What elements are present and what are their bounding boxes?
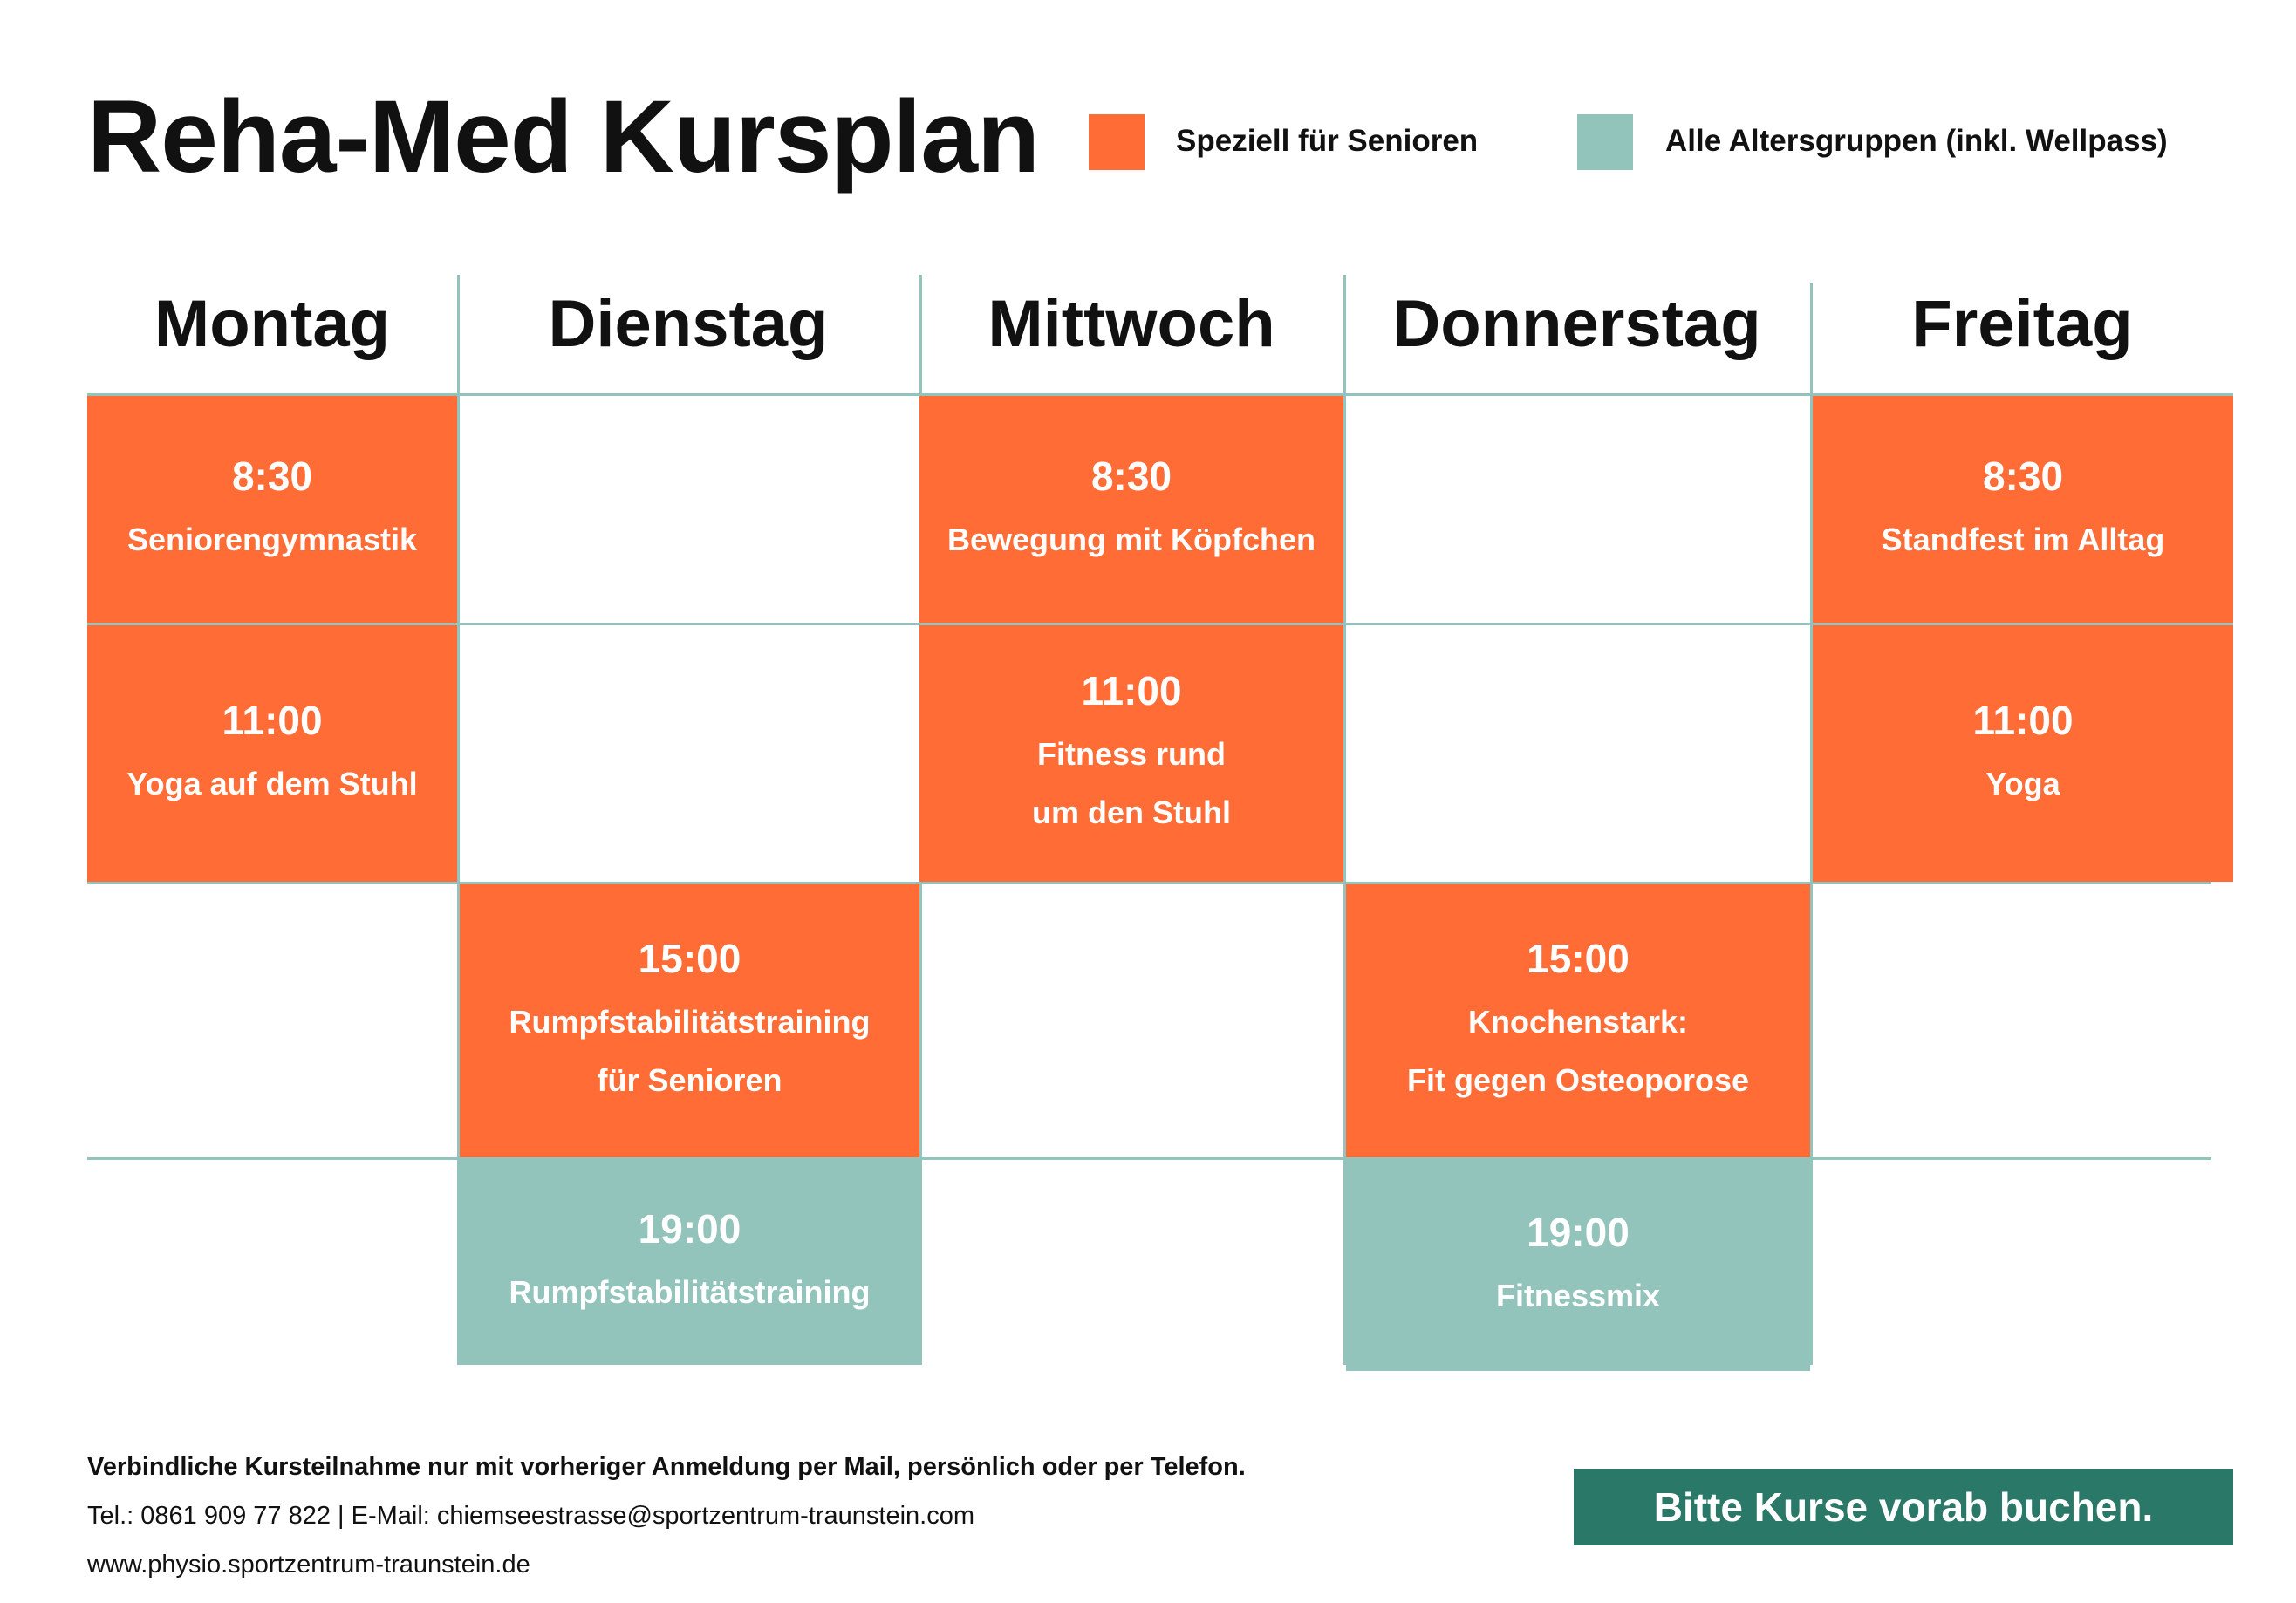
day-header-montag: Montag [154,287,391,361]
course-time: 11:00 [1081,668,1182,713]
course-name: Bewegung mit Köpfchen [947,521,1315,557]
legend-label-all: Alle Altersgruppen (inkl. Wellpass) [1665,124,2168,158]
legend-label-senior: Speziell für Senioren [1176,124,1479,158]
course-name: Fit gegen Osteoporose [1406,1061,1750,1098]
course-mittwoch-0830 [919,396,1343,623]
course-donnerstag-1900 [1346,1160,1810,1371]
course-name: Yoga auf dem Stuhl [126,765,418,802]
course-donnerstag-1500 [1346,884,1810,1157]
booking-note: Verbindliche Kursteilnahme nur mit vorheriger Anmeldung per Mail, persönlich oder per Telefon. [87,1453,1246,1481]
course-time: 19:00 [638,1206,741,1252]
course-name: um den Stuhl [1032,795,1231,830]
course-time: 15:00 [638,935,741,981]
course-time: 8:30 [1090,453,1172,499]
booking-banner: Bitte Kurse vorab buchen. [1574,1469,2233,1545]
course-time: 8:30 [1982,453,2064,499]
course-name: Rumpfstabilitätstraining [509,1274,871,1310]
course-mittwoch-1100 [919,625,1343,882]
course-montag-0830 [87,396,457,623]
day-header-freitag: Freitag [1911,287,2133,361]
course-freitag-1100 [1813,625,2233,882]
course-name: Rumpfstabilitätstraining [509,1003,871,1040]
course-time: 11:00 [222,697,323,743]
page-title: Reha-Med Kursplan [87,79,1040,194]
day-header-donnerstag: Donnerstag [1392,287,1761,361]
website-text: www.physio.sportzentrum-traunstein.de [87,1551,530,1579]
course-name: Yoga [1985,765,2060,802]
course-name: Knochenstark: [1467,1003,1689,1040]
course-name: Seniorengymnastik [126,521,418,557]
course-montag-1100 [87,625,457,882]
course-dienstag-1900 [460,1160,919,1365]
day-header-mittwoch: Mittwoch [987,287,1275,361]
course-time: 15:00 [1527,935,1630,981]
grid-line [87,882,2211,884]
course-name: Fitnessmix [1495,1277,1661,1313]
day-header-dienstag: Dienstag [548,287,829,361]
course-name: für Senioren [597,1061,782,1098]
contact-info: Tel.: 0861 909 77 822 | E-Mail: chiemseestrasse@sportzentrum-traunstein.com [87,1502,974,1530]
course-time: 8:30 [231,453,313,499]
legend-swatch-all [1577,114,1633,170]
course-dienstag-1500 [460,884,919,1157]
course-name: Fitness rund [1036,736,1227,772]
grid-line [87,1157,2211,1160]
course-time: 11:00 [1972,697,2074,743]
course-name: Standfest im Alltag [1881,521,2165,557]
course-freitag-0830 [1813,396,2233,623]
legend-swatch-senior [1089,114,1145,170]
course-time: 19:00 [1527,1209,1630,1255]
